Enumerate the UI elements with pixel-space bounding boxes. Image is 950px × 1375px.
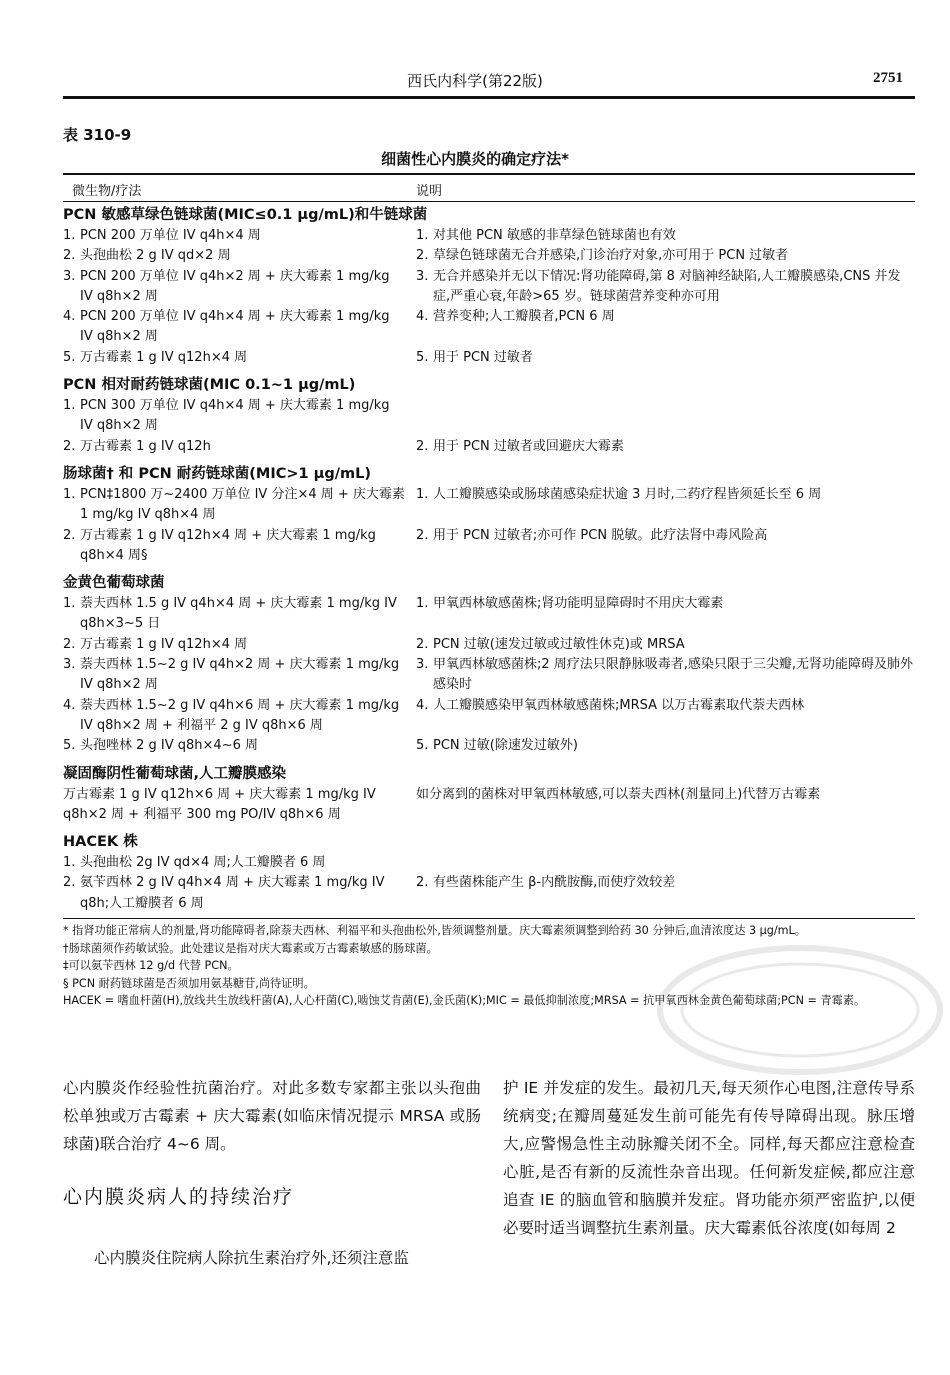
note-cell (406, 437, 915, 457)
note-cell (406, 696, 915, 737)
item-number: 2. (416, 527, 429, 543)
item-text: 头孢曲松 2g IV qd×4 周;人工瓣膜者 6 周 (80, 855, 326, 871)
item-text: 人工瓣膜感染或肠球菌感染症状逾 3 月时,二药疗程皆须延长至 6 周 (433, 486, 822, 502)
therapy-cell (63, 736, 406, 756)
item-number: 4. (63, 309, 76, 325)
note-cell (406, 226, 915, 246)
table-row (63, 526, 915, 567)
therapy-cell (63, 696, 406, 737)
section-heading-organism: PCN 相对耐药链球菌(MIC 0.1~1 μg/mL) (63, 377, 356, 394)
item-text: 营养变种;人工瓣膜者,PCN 6 周 (433, 309, 615, 325)
table-row (63, 853, 915, 873)
header-rule (63, 96, 915, 99)
section-heading-organism: PCN 敏感草绿色链球菌(MIC≤0.1 μg/mL)和牛链球菌 (63, 207, 428, 223)
table-row (63, 307, 915, 348)
footnote: ‡可以氨苄西林 12 g/d 代替 PCN。 (63, 959, 239, 973)
item-text: 万古霉素 1 g IV q12h×4 周 (80, 636, 248, 652)
item-text: 甲氧西林敏感菌株;肾功能明显障碍时不用庆大霉素 (433, 596, 724, 612)
body-paragraph-left-2: 心内膜炎住院病人除抗生素治疗外,还须注意监 (94, 1249, 409, 1267)
item-number: 1. (63, 228, 76, 243)
note-cell (406, 485, 915, 526)
body-paragraph-right: 护 IE 并发症的发生。最初几天,每天须作心电图,注意传导系统病变;在瓣周蔓延发生前可能先有传导障碍出现。脉压增大,应警惕急性主动脉瓣关闭不全。同样,每天都应注意检查心脏,是否有新的反流性杂音出现。任何新发症候,都应注意追查 IE 的脑血管和脑膜并发症。肾功能亦须严密监护,以便必要时适当调整抗生素剂量。庆大霉素低谷浓度(如每周 2 (503, 1079, 915, 1237)
therapy-cell (63, 307, 406, 348)
item-text: 萘夫西林 1.5 g IV q4h×4 周 + 庆大霉素 1 mg/kg IV q8h×3~5 日 (80, 596, 397, 632)
item-text: 用于 PCN 过敏者;亦可作 PCN 脱敏。此疗法肾中毒风险高 (433, 527, 768, 543)
therapy-cell (63, 873, 406, 914)
section-heading: 心内膜炎病人的持续治疗 (63, 1186, 295, 1208)
item-number: 4. (416, 309, 429, 325)
therapy-cell (63, 246, 406, 266)
table-label: 表 310-9 (63, 126, 132, 144)
item-number: 2. (63, 527, 76, 543)
column-header-organism: 微生物/疗法 (72, 184, 142, 199)
therapy-cell (63, 635, 406, 655)
item-text: 萘夫西林 1.5~2 g IV q4h×2 周 + 庆大霉素 1 mg/kg IV q8h×2 周 (80, 657, 400, 693)
table-row (63, 635, 915, 655)
table-section (63, 374, 915, 457)
note-cell (406, 655, 915, 696)
note-cell (406, 348, 915, 368)
item-number: 1. (416, 228, 429, 243)
item-text: 萘夫西林 1.5~2 g IV q4h×6 周 + 庆大霉素 1 mg/kg IV q8h×2 周 + 利福平 2 g IV q8h×6 周 (80, 697, 400, 733)
therapy-cell (63, 853, 406, 873)
therapy-cell (63, 267, 406, 308)
therapy-cell (63, 485, 406, 526)
footnote: * 指肾功能正常病人的剂量,肾功能障碍者,除萘夫西林、利福平和头孢曲松外,皆须调整剂量。庆大霉素须调整到给药 30 分钟后,血清浓度达 3 μg/mL。 (63, 924, 806, 937)
item-number: 5. (63, 738, 76, 754)
table-section (63, 831, 915, 914)
table-row (63, 226, 915, 246)
item-text: 无合并感染并无以下情况:肾功能障碍,第 8 对脑神经缺陷,人工瓣膜感染,CNS 并发症,严重心衰,年龄>65 岁。链球菌营养变种亦可用 (433, 268, 901, 304)
item-number: 2. (63, 875, 76, 891)
therapy-cell (63, 226, 406, 246)
therapy-cell (63, 526, 406, 567)
item-number: 1. (63, 398, 76, 414)
table-row (63, 696, 915, 737)
item-number: 3. (63, 657, 76, 673)
page-number: 2751 (873, 70, 903, 86)
note-cell (406, 396, 915, 437)
item-text: 用于 PCN 过敏者 (433, 349, 533, 365)
item-text: 头孢曲松 2 g IV qd×2 周 (80, 248, 231, 264)
item-text: 氨苄西林 2 g IV q4h×4 周 + 庆大霉素 1 mg/kg IV q8h;人工瓣膜者 6 周 (80, 875, 385, 911)
item-number: 2. (416, 438, 429, 454)
note-cell (406, 246, 915, 266)
item-text: 头孢唑林 2 g IV q8h×4~6 周 (80, 738, 259, 754)
table-row (63, 246, 915, 266)
item-number: 5. (63, 349, 76, 365)
table-section (63, 763, 915, 826)
item-number: 3. (416, 268, 429, 284)
item-number: 4. (63, 697, 76, 713)
item-number: 1. (63, 855, 76, 871)
therapy-cell (63, 594, 406, 635)
table-row (63, 348, 915, 368)
item-text: 如分离到的菌株对甲氧西林敏感,可以萘夫西林(剂量同上)代替万古霉素 (416, 786, 821, 802)
table-title: 细菌性心内膜炎的确定疗法* (381, 150, 569, 168)
item-number: 5. (416, 738, 429, 754)
item-number: 2. (416, 248, 429, 264)
therapy-cell (63, 785, 406, 826)
item-text: 万古霉素 1 g IV q12h×4 周 (80, 349, 248, 365)
item-number: 3. (63, 268, 76, 284)
item-text: 甲氧西林敏感菌株;2 周疗法只限静脉吸毒者,感染只限于三尖瓣,无肾功能障碍及肺外感染时 (433, 657, 914, 693)
item-number: 2. (63, 636, 76, 652)
table-top-rule (63, 173, 915, 175)
column-header-notes: 说明 (416, 184, 443, 199)
running-header-title: 西氏内科学(第22版) (407, 72, 543, 90)
left-column (63, 1074, 481, 1158)
footnote: § PCN 耐药链球菌是否须加用氨基糖苷,尚待证明。 (63, 976, 315, 990)
table-row (63, 736, 915, 756)
table-section (63, 572, 915, 756)
item-text: PCN‡1800 万~2400 万单位 IV 分注×4 周 + 庆大霉素 1 mg/kg IV q8h×4 周 (80, 486, 405, 523)
footnote: HACEK = 嗜血杆菌(H),放线共生放线杆菌(A),人心杆菌(C),啮蚀艾肯菌(E),金氏菌(K);MIC = 最低抑制浓度;MRSA = 抗甲氧西林金黄色葡萄球菌;PCN = 青霉素。 (63, 994, 866, 1008)
note-cell (406, 785, 915, 826)
watermark-stamp-icon (650, 935, 950, 1085)
item-text: 万古霉素 1 g IV q12h×4 周 + 庆大霉素 1 mg/kg q8h×4 周§ (80, 527, 376, 563)
right-column (503, 1074, 915, 1242)
item-number: 1. (416, 596, 429, 612)
note-cell (406, 307, 915, 348)
item-text: PCN 200 万单位 IV q4h×4 周 (80, 228, 261, 243)
item-number: 2. (63, 248, 76, 264)
item-number: 2. (416, 636, 429, 652)
table-row (63, 594, 915, 635)
table-row (63, 655, 915, 696)
therapy-cell (63, 396, 406, 437)
note-cell (406, 267, 915, 308)
section-heading-organism: 凝固酶阴性葡萄球菌,人工瓣膜感染 (63, 765, 287, 782)
table-row (63, 785, 915, 826)
item-text: 万古霉素 1 g IV q12h (80, 438, 211, 454)
item-text: PCN 200 万单位 IV q4h×2 周 + 庆大霉素 1 mg/kg IV q8h×2 周 (80, 268, 390, 304)
item-number: 1. (63, 596, 76, 612)
note-cell (406, 853, 915, 873)
footnote: †肠球菌须作药敏试验。此处建议是指对庆大霉素或万古霉素敏感的肠球菌。 (63, 941, 438, 955)
table-body (63, 204, 915, 920)
item-number: 3. (416, 657, 429, 673)
table-section (63, 463, 915, 566)
item-text: 用于 PCN 过敏者或回避庆大霉素 (433, 438, 624, 454)
note-cell (406, 873, 915, 914)
item-text: 对其他 PCN 敏感的非草绿色链球菌也有效 (433, 228, 676, 243)
item-text: 人工瓣膜感染甲氧西林敏感菌株;MRSA 以万古霉素取代萘夫西林 (433, 697, 805, 713)
column-header-rule (63, 201, 915, 202)
table-row (63, 267, 915, 308)
item-number: 1. (416, 486, 429, 502)
item-number: 4. (416, 697, 429, 713)
therapy-cell (63, 655, 406, 696)
therapy-cell (63, 348, 406, 368)
item-text: PCN 200 万单位 IV q4h×4 周 + 庆大霉素 1 mg/kg IV q8h×2 周 (80, 309, 390, 345)
item-text: 万古霉素 1 g IV q12h×6 周 + 庆大霉素 1 mg/kg IV q8h×2 周 + 利福平 300 mg PO/IV q8h×6 周 (63, 786, 376, 822)
note-cell (406, 594, 915, 635)
item-number: 5. (416, 349, 429, 365)
body-paragraph-left: 心内膜炎作经验性抗菌治疗。对此多数专家都主张以头孢曲松单独或万古霉素 + 庆大霉素(如临床情况提示 MRSA 或肠球菌)联合治疗 4~6 周。 (63, 1079, 481, 1153)
section-heading-organism: 肠球菌† 和 PCN 耐药链球菌(MIC>1 μg/mL) (63, 465, 371, 482)
therapy-cell (63, 437, 406, 457)
table-section (63, 204, 915, 368)
table-row (63, 873, 915, 914)
section-heading-organism: HACEK 株 (63, 834, 138, 851)
note-cell (406, 736, 915, 756)
table-row (63, 396, 915, 437)
note-cell (406, 635, 915, 655)
item-text: 有些菌株能产生 β-内酰胺酶,而使疗效较差 (433, 875, 676, 891)
item-number: 2. (416, 875, 429, 891)
table-row (63, 437, 915, 457)
item-text: PCN 300 万单位 IV q4h×4 周 + 庆大霉素 1 mg/kg IV q8h×2 周 (80, 398, 390, 434)
note-cell (406, 526, 915, 567)
section-heading-organism: 金黄色葡萄球菌 (63, 575, 165, 592)
item-number: 1. (63, 486, 76, 502)
item-text: PCN 过敏(速发过敏或过敏性休克)或 MRSA (433, 636, 685, 652)
item-text: PCN 过敏(除速发过敏外) (433, 738, 578, 754)
table-row (63, 485, 915, 526)
table-bottom-rule (63, 918, 915, 919)
item-text: 草绿色链球菌无合并感染,门诊治疗对象,亦可用于 PCN 过敏者 (433, 248, 789, 264)
item-number: 2. (63, 438, 76, 454)
